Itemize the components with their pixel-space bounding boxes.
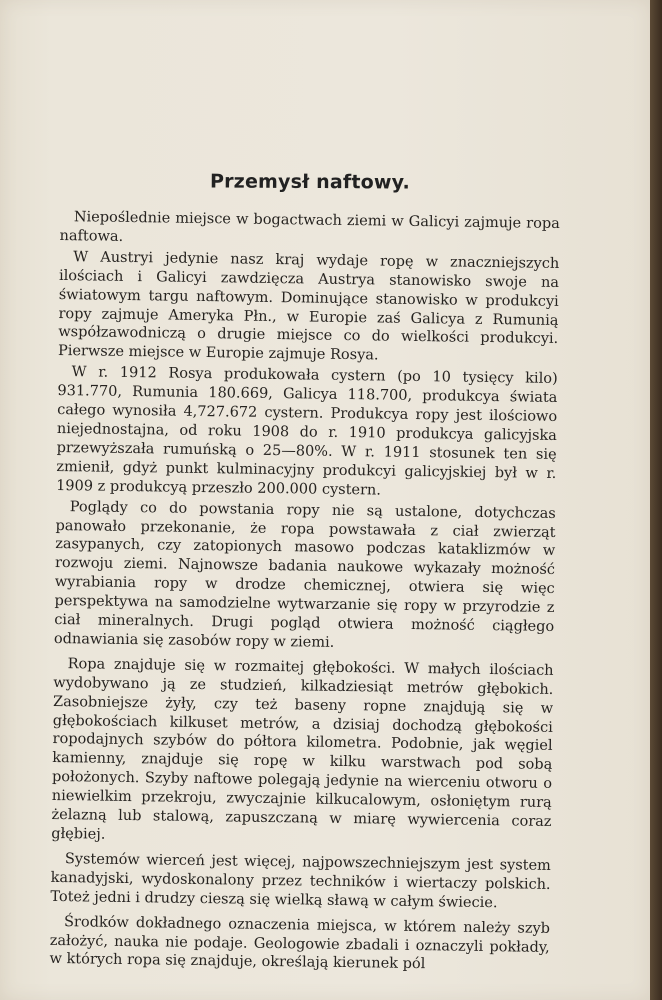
paragraph-3: W r. 1912 Rosya produkowała cystern (po 10 tysięcy kilo) 931.770, Rumunia 180.669, Galicya 118.700, produkcya świata całego wynosiła 4,727.672 cystern. Produkcya ropy jest ilościowo niejednostajna, od roku 1908 do r. 1910 produkcya galicyjska przewyższała rumuńską o 25—80%. W r. 1911 stosunek ten się zmienił, gdyż punkt kulminacyjny produkcyi galicyjskiej był w r. 1909 z produkcyą przeszło 200.000 cystern.: [56, 364, 558, 499]
body-text: [49, 208, 560, 978]
paragraph-6: Systemów wierceń jest więcej, najpowszechniejszym jest system kanadyjski, wydoskonalony przez techników i wiertaczy polskich. Toteż jedni i drudzy cieszą się wielką sławą w całym świecie.: [50, 851, 551, 911]
paragraph-1: Niepoślednie miejsce w bogactwach ziemi w Galicyi zajmuje ropa naftowa.: [59, 209, 560, 245]
paragraph-4: Poglądy co do powstania ropy nie są ustalone, dotychczas panowało przekonanie, że ropa powstawała z ciał zwierząt zasypanych, czy zatopionych masowo podczas kataklizmów w rozwoju ziemi. Najnowsze badania naukowe wykazały możność wyrabiania ropy w drodze chemicznej, otwiera się więc perspektywa na samodzielne wytwarzanie się ropy w przyrodzie z ciał mineralnych. Drugi pogląd otwiera możność ciągłego odnawiania się zasobów ropy w ziemi.: [53, 498, 556, 651]
page-edge-shadow: [650, 0, 662, 1000]
paragraph-2: W Austryi jedynie nasz kraj wydaje ropę w znaczniejszych ilościach i Galicyi zawdzięcza Austrya stanowisko swoje na światowym targu naftowym. Dominujące stanowisko w produkcyi ropy zajmuje Ameryka Płn., w Europie zaś Galicya z Rumunią współzawodniczą o drugie miejsce co do wielkości produkcyi. Pierwsze miejsce w Europie zajmuje Rosya.: [57, 249, 560, 364]
page-title: Przemysł naftowy.: [209, 170, 411, 194]
paragraph-7: Środków dokładnego oznaczenia miejsca, w którem należy szyb założyć, nauka nie podaje. Geologowie zbadali i oznaczyli pokłady, w których ropa się znajduje, określają kierunek pól: [49, 913, 551, 973]
paragraph-5: Ropa znajduje się w rozmaitej głębokości. W małych ilościach wydobywano ją ze studzień, kilkadziesiąt metrów głębokich. Zasobniejsze żyły, czy też baseny ropne znajdują się w głębokościach kilkuset metrów, a dzisiaj dochodzą głębokości ropodajnych szybów do półtora kilometra. Podobnie, jak węgiel kamienny, znajduje się ropę w kilku warstwach pod sobą położonych. Szyby naftowe polegają jedynie na wierceniu otworu o niewielkim przekroju, zwyczajnie kilkucalowym, osłoniętym rurą żelazną lub stalową, zapuszczaną w miarę wywiercenia coraz głębiej.: [51, 655, 554, 843]
